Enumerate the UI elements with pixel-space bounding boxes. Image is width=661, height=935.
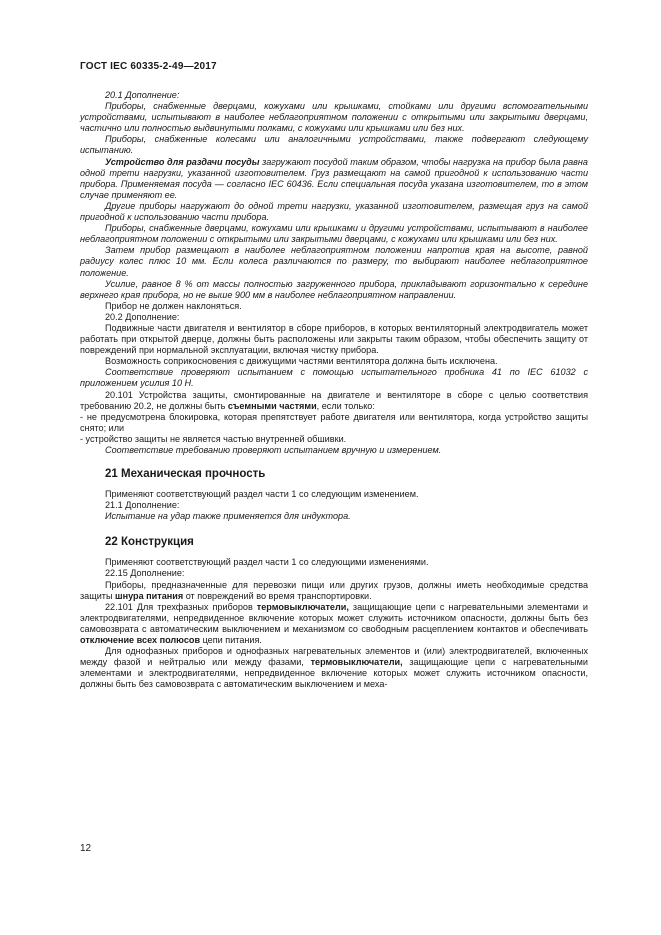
bold-term: Устройство для раздачи посуды bbox=[105, 156, 260, 167]
paragraph: Приборы, снабженные дверцами, кожухами или крышками, стойками или другими вспомогательными устройствами, испытывают в наиболее неблагоприятном положении с открытыми или закрытыми дверцами, частично или полностью выдвинутыми полками, с кожухами или крышками или без них. bbox=[80, 101, 588, 134]
page-number: 12 bbox=[80, 843, 92, 854]
paragraph-text: 20.101 Устройства защиты, смонтированные на двигателе и вентиляторе в сборе с целью соответствия требованию 20.2, не должны быть bbox=[80, 389, 588, 411]
bold-term: съемными частями bbox=[227, 400, 317, 411]
paragraph: Приборы, снабженные колесами или аналогичными устройствами, также подвергают следующему испытанию. bbox=[80, 134, 588, 156]
paragraph: Применяют соответствующий раздел части 1 со следующими изменениями. bbox=[105, 557, 429, 568]
paragraph: Другие приборы нагружают до одной трети нагрузки, указанной изготовителем, размещая груз на самой пригодной к использованию части прибора. bbox=[80, 200, 588, 223]
bold-term: шнура питания bbox=[115, 590, 184, 601]
paragraph bbox=[80, 646, 588, 690]
paragraph: Усилие, равное 8 % от массы полностью загруженного прибора, прикладывают горизонтально к середине верхнего края прибора, но не выше 900 мм в наиболее неблагоприятном направлении. bbox=[80, 278, 588, 300]
bold-term: отключение всех полюсов bbox=[80, 635, 201, 646]
paragraph: Прибор не должен наклоняться. bbox=[105, 300, 242, 311]
paragraph-text: , если только: bbox=[316, 400, 375, 411]
paragraph bbox=[80, 157, 588, 201]
paragraph bbox=[80, 580, 588, 602]
bold-term: термовыключатели, bbox=[256, 601, 349, 612]
paragraph-text: Приборы, предназначенные для перевозки пищи или других грузов, должны иметь необходимые средства защиты bbox=[80, 579, 588, 601]
compliance-paragraph: Соответствие требованию проверяют испытанием вручную и измерением. bbox=[105, 445, 442, 455]
section-22-heading: 22 Конструкция bbox=[105, 536, 194, 549]
list-item: - устройство защиты не является частью внутренней обшивки. bbox=[80, 433, 347, 444]
standard-header: ГОСТ IEC 60335-2-49—2017 bbox=[80, 61, 217, 72]
page-content bbox=[80, 90, 588, 691]
section-21-heading: 21 Механическая прочность bbox=[105, 468, 266, 481]
compliance-paragraph: Соответствие проверяют испытанием с помощью испытательного пробника 41 по IEC 61032 с приложением усилия 10 Н. bbox=[80, 367, 588, 389]
paragraph: Приборы, снабженные дверцами, кожухами или крышками и другими устройствами, испытывают в наиболее неблагоприятном положении с открытыми или закрытыми дверцами, с кожухами или крышками или без них. bbox=[80, 223, 588, 245]
paragraph-text: цепи питания. bbox=[200, 635, 262, 646]
clause-22-15-heading: 22.15 Дополнение: bbox=[105, 568, 185, 579]
clause-21-1-heading: 21.1 Дополнение: bbox=[105, 500, 180, 511]
clause-20-1-heading-text: 20.1 Дополнение: bbox=[105, 90, 180, 100]
paragraph: Возможность соприкосновения с движущими частями вентилятора должна быть исключена. bbox=[105, 356, 498, 367]
paragraph-text: защищающие цепи с нагревательными элементами и электродвигателями, непредвиденное включение которых может служить источником опасности, должны быть без самовозврата с автоматическим выключением и механизмом со свободным расцеплением контактов и обеспечивать bbox=[80, 601, 588, 634]
paragraph-text: Для однофазных приборов и однофазных нагревательных элементов и (или) электродвигателей, включенных между фазой и нейтралью или между фазами, bbox=[80, 646, 588, 668]
paragraph-text: защищающие цепи с нагревательными элементами и электродвигателями, непредвиденное включение которых может служить источником опасности, должны быть без самовозврата с автоматическим выключением и меха- bbox=[80, 657, 588, 690]
paragraph bbox=[80, 602, 588, 646]
paragraph: Применяют соответствующий раздел части 1 со следующим изменением. bbox=[105, 489, 419, 500]
paragraph: Затем прибор размещают в наиболее неблагоприятном положении напротив края на высоте, равной радиусу колес плюс 10 мм. Если колеса различаются по размеру, то выбирают наиболее неблагоприятное положение. bbox=[80, 245, 588, 278]
paragraph-text: от повреждений во время транспортировки. bbox=[183, 590, 372, 601]
paragraph-text: загружают посудой таким образом, чтобы нагрузка на прибор была равна одной трети нагрузки, указанной изготовителем. Груз размещают на самой пригодной к использованию части прибора. Применяемая посуда — согласно IEC 60436. Если специальная посуда указана изготовителем, то в этом случае применяют ее. bbox=[80, 156, 588, 200]
paragraph-text: 22.101 Для трехфазных приборов bbox=[105, 601, 257, 612]
clause-20-2-heading: 20.2 Дополнение: bbox=[105, 311, 180, 322]
paragraph: Испытание на удар также применяется для индуктора. bbox=[105, 511, 351, 522]
clause-20-1-heading bbox=[80, 90, 588, 101]
paragraph bbox=[80, 390, 588, 412]
bold-term: термовыключатели, bbox=[310, 657, 403, 668]
paragraph: Подвижные части двигателя и вентилятор в сборе приборов, в которых вентиляторный электродвигатель может работать при открытой дверце, должны быть расположены или закрыты таким образом, чтобы обеспечить защиту от повреждений при нормальной эксплуатации, включая чистку прибора. bbox=[80, 322, 588, 356]
list-item: - не предусмотрена блокировка, которая препятствует работе двигателя или вентилятора, когда устройство защиты снято; или bbox=[80, 411, 588, 433]
